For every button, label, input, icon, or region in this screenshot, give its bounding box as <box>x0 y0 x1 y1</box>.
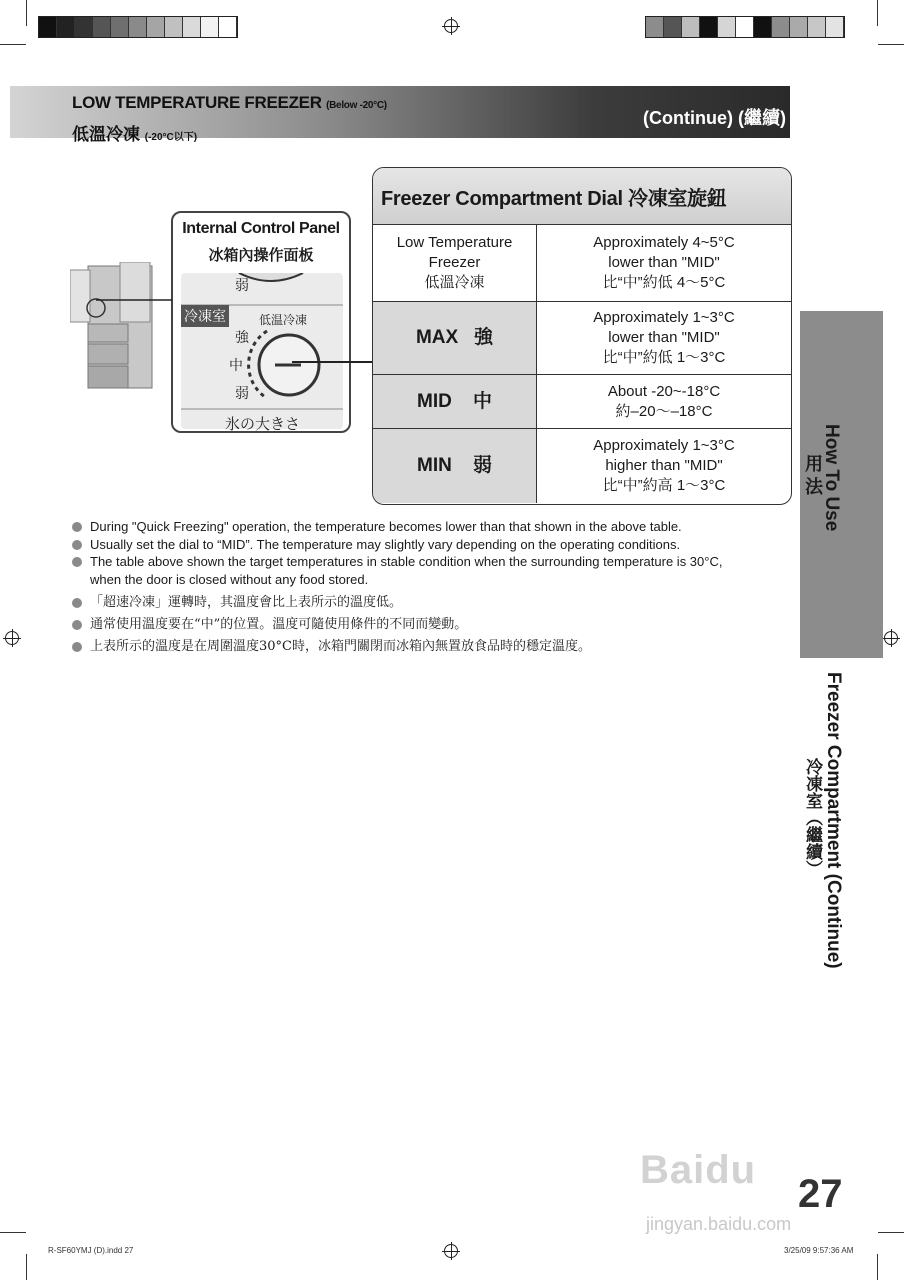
list-item: Usually set the dial to “MID”. The temperature may slightly vary depending on the operating conditions. <box>72 536 752 554</box>
calibration-swatch <box>754 17 772 37</box>
crop-mark <box>878 1232 904 1233</box>
temp-line: lower than "MID" <box>608 329 720 346</box>
dial-label-weak: 弱 <box>235 385 249 401</box>
section-label-zh: 冷凍室（繼續） <box>803 758 822 877</box>
crop-mark <box>0 1232 26 1233</box>
calibration-swatch <box>39 17 57 37</box>
dial-label-top-weak: 弱 <box>235 277 249 293</box>
dial-setting-mid: MID 中 <box>373 375 537 428</box>
temp-line-zh: 比“中”約高 1〜3°C <box>602 477 726 494</box>
calibration-swatch <box>93 17 111 37</box>
temp-line: lower than "MID" <box>608 254 720 271</box>
notes-en <box>72 518 752 588</box>
calibration-swatch <box>165 17 183 37</box>
temp-line: Approximately 1~3°C <box>593 437 735 454</box>
section-title-en-note: (Below -20°C) <box>326 100 387 111</box>
table-row <box>373 225 791 302</box>
dial-label-strong: 強 <box>235 329 249 345</box>
registration-mark-top <box>444 19 458 33</box>
watermark-url: jingyan.baidu.com <box>646 1214 792 1234</box>
section-label-en: Freezer Compartment (Continue) <box>823 672 844 969</box>
dial-setting-low-temp <box>373 225 537 301</box>
dial-label-ice-size: 氷の大きさ <box>225 416 301 433</box>
freezer-dial-table <box>372 167 792 505</box>
temp-line-zh: 比“中”約低 1〜3°C <box>602 349 726 366</box>
side-tab-label-en: How To Use <box>821 424 842 532</box>
temp-line: Approximately 4~5°C <box>593 234 735 251</box>
registration-mark-left <box>5 631 19 645</box>
calibration-swatch <box>826 17 844 37</box>
control-panel-title-en: Internal Control Panel <box>182 220 340 237</box>
calibration-bar-left <box>38 16 238 38</box>
setting-label: Low Temperature Freezer <box>396 234 513 271</box>
temp-line: About -20~-18°C <box>607 382 721 400</box>
calibration-swatch <box>201 17 219 37</box>
calibration-swatch <box>129 17 147 37</box>
registration-mark-bottom <box>444 1244 458 1258</box>
table-row <box>373 302 791 375</box>
dial-label-compartment: 冷凍室 <box>181 305 229 327</box>
notes-zh <box>72 592 752 658</box>
list-item: The table above shown the target temperatures in stable condition when the surrounding temperature is 30°C, when the door is closed without any food stored. <box>72 553 752 588</box>
page-number: 27 <box>798 1172 843 1216</box>
dial-table-title: Freezer Compartment Dial 冷凍室旋鈕 <box>373 168 791 225</box>
section-title-en: LOW TEMPERATURE FREEZER (Below -20°C) <box>72 93 387 112</box>
calibration-swatch <box>736 17 754 37</box>
list-item: 上表所示的溫度是在周圍溫度30°C時，冰箱門關閉而冰箱內無置放食品時的穩定溫度。 <box>72 636 752 658</box>
calibration-swatch <box>147 17 165 37</box>
calibration-swatch <box>111 17 129 37</box>
temp-line-zh: 比“中”約低 4〜5°C <box>602 274 726 291</box>
calibration-swatch <box>664 17 682 37</box>
crop-mark <box>0 44 26 45</box>
table-row <box>373 429 791 503</box>
temp-line: Approximately 1~3°C <box>593 309 735 326</box>
dial-temp-min <box>537 429 791 503</box>
footer-file-name: R-SF60YMJ (D).indd 27 <box>48 1246 134 1255</box>
watermark-logo: Baidu <box>640 1148 757 1192</box>
side-tab-label-zh: 用 法 <box>803 454 823 496</box>
section-title-zh-note: (-20°C以下) <box>144 132 198 143</box>
list-item: 「超速冷凍」運轉時，其溫度會比上表所示的溫度低。 <box>72 592 752 614</box>
leader-lines <box>96 200 376 380</box>
calibration-swatch <box>75 17 93 37</box>
setting-label-zh: 低溫冷凍 <box>424 274 485 291</box>
crop-mark <box>26 1254 27 1280</box>
dial-setting-max: MAX 強 <box>373 302 537 374</box>
table-row <box>373 375 791 429</box>
list-item: 通常使用溫度要在“中”的位置。溫度可隨使用條件的不同而變動。 <box>72 614 752 636</box>
calibration-swatch <box>219 17 237 37</box>
crop-mark <box>877 1254 878 1280</box>
calibration-swatch <box>682 17 700 37</box>
calibration-swatch <box>700 17 718 37</box>
calibration-bar-right <box>645 16 845 38</box>
dial-setting-min: MIN 弱 <box>373 429 537 503</box>
calibration-swatch <box>772 17 790 37</box>
temp-line-zh: 約–20〜–18°C <box>615 402 713 420</box>
calibration-swatch <box>808 17 826 37</box>
registration-mark-right <box>884 631 898 645</box>
crop-mark <box>877 0 878 26</box>
calibration-swatch <box>718 17 736 37</box>
dial-temp-mid <box>537 375 791 428</box>
continue-label: (Continue) (繼續) <box>643 108 786 128</box>
calibration-swatch <box>183 17 201 37</box>
temp-line: higher than "MID" <box>605 457 723 474</box>
crop-mark <box>26 0 27 26</box>
calibration-swatch <box>790 17 808 37</box>
dial-temp-low-temp <box>537 225 791 301</box>
dial-temp-max <box>537 302 791 374</box>
dial-label-low-temp: 低温冷凍 <box>259 313 308 327</box>
footer-timestamp: 3/25/09 9:57:36 AM <box>784 1246 854 1255</box>
dial-label-mid: 中 <box>229 357 243 373</box>
section-title-zh: 低溫冷凍 (-20°C以下) <box>72 125 198 144</box>
calibration-swatch <box>57 17 75 37</box>
crop-mark <box>878 44 904 45</box>
control-panel-title-zh: 冰箱內操作面板 <box>208 247 314 264</box>
list-item: During "Quick Freezing" operation, the temperature becomes lower than that shown in the above table. <box>72 518 752 536</box>
calibration-swatch <box>646 17 664 37</box>
